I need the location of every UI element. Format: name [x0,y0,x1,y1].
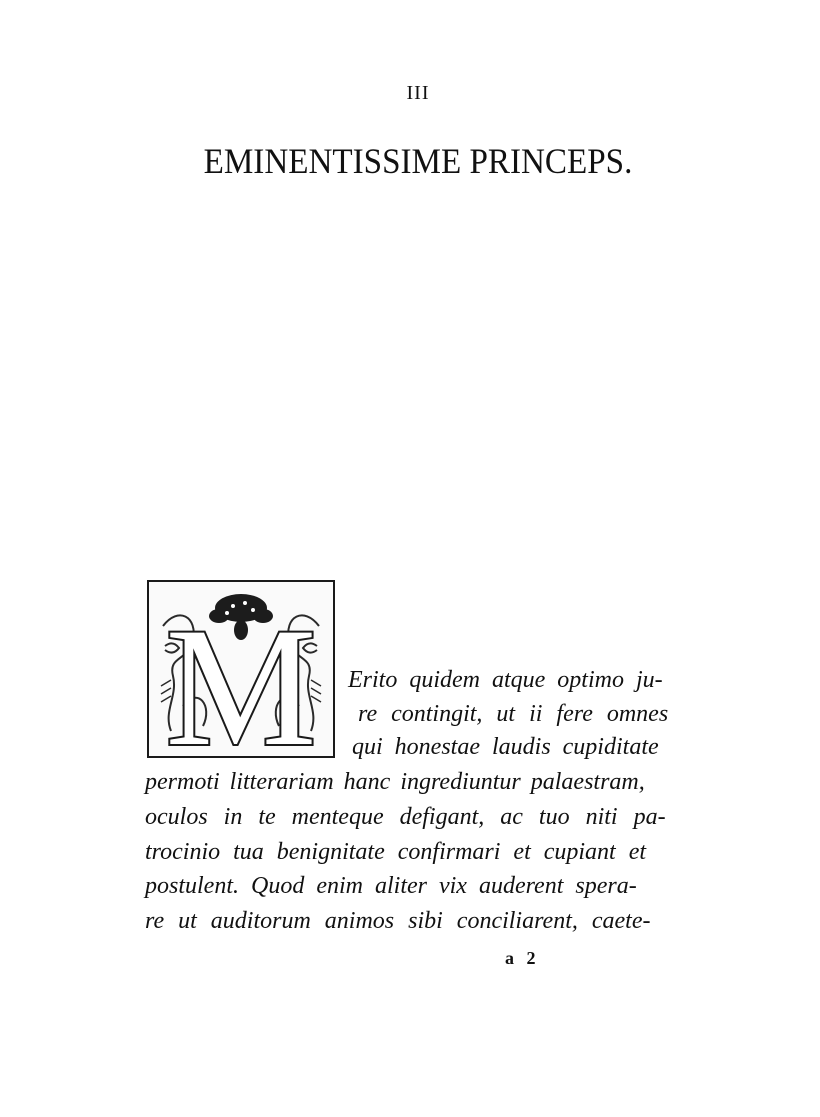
text-line-4: permoti litterariam hanc ingrediuntur palaestram, [145,769,645,795]
text-line-2: re contingit, ut ii fere omnes [358,701,669,727]
page-number: III [406,82,430,104]
text-line-1: Erito quidem atque optimo ju- [348,667,663,693]
text-line-6: trocinio tua benignitate confirmari et cupiant et [145,839,647,865]
decorated-initial [147,580,335,758]
text-line-3: qui honestae laudis cupiditate [352,734,659,760]
text-line-7: postulent. Quod enim aliter vix auderent spera- [145,873,637,899]
text-line-5: oculos in te menteque defigant, ac tuo niti pa- [145,804,666,830]
text-line-8: re ut auditorum animos sibi conciliarent, caete- [145,908,651,934]
initial-letter: M [165,593,317,752]
signature-mark: a 2 [505,948,540,968]
page-title: EMINENTISSIME PRINCEPS. [203,141,633,181]
ornament-icon [153,586,329,752]
